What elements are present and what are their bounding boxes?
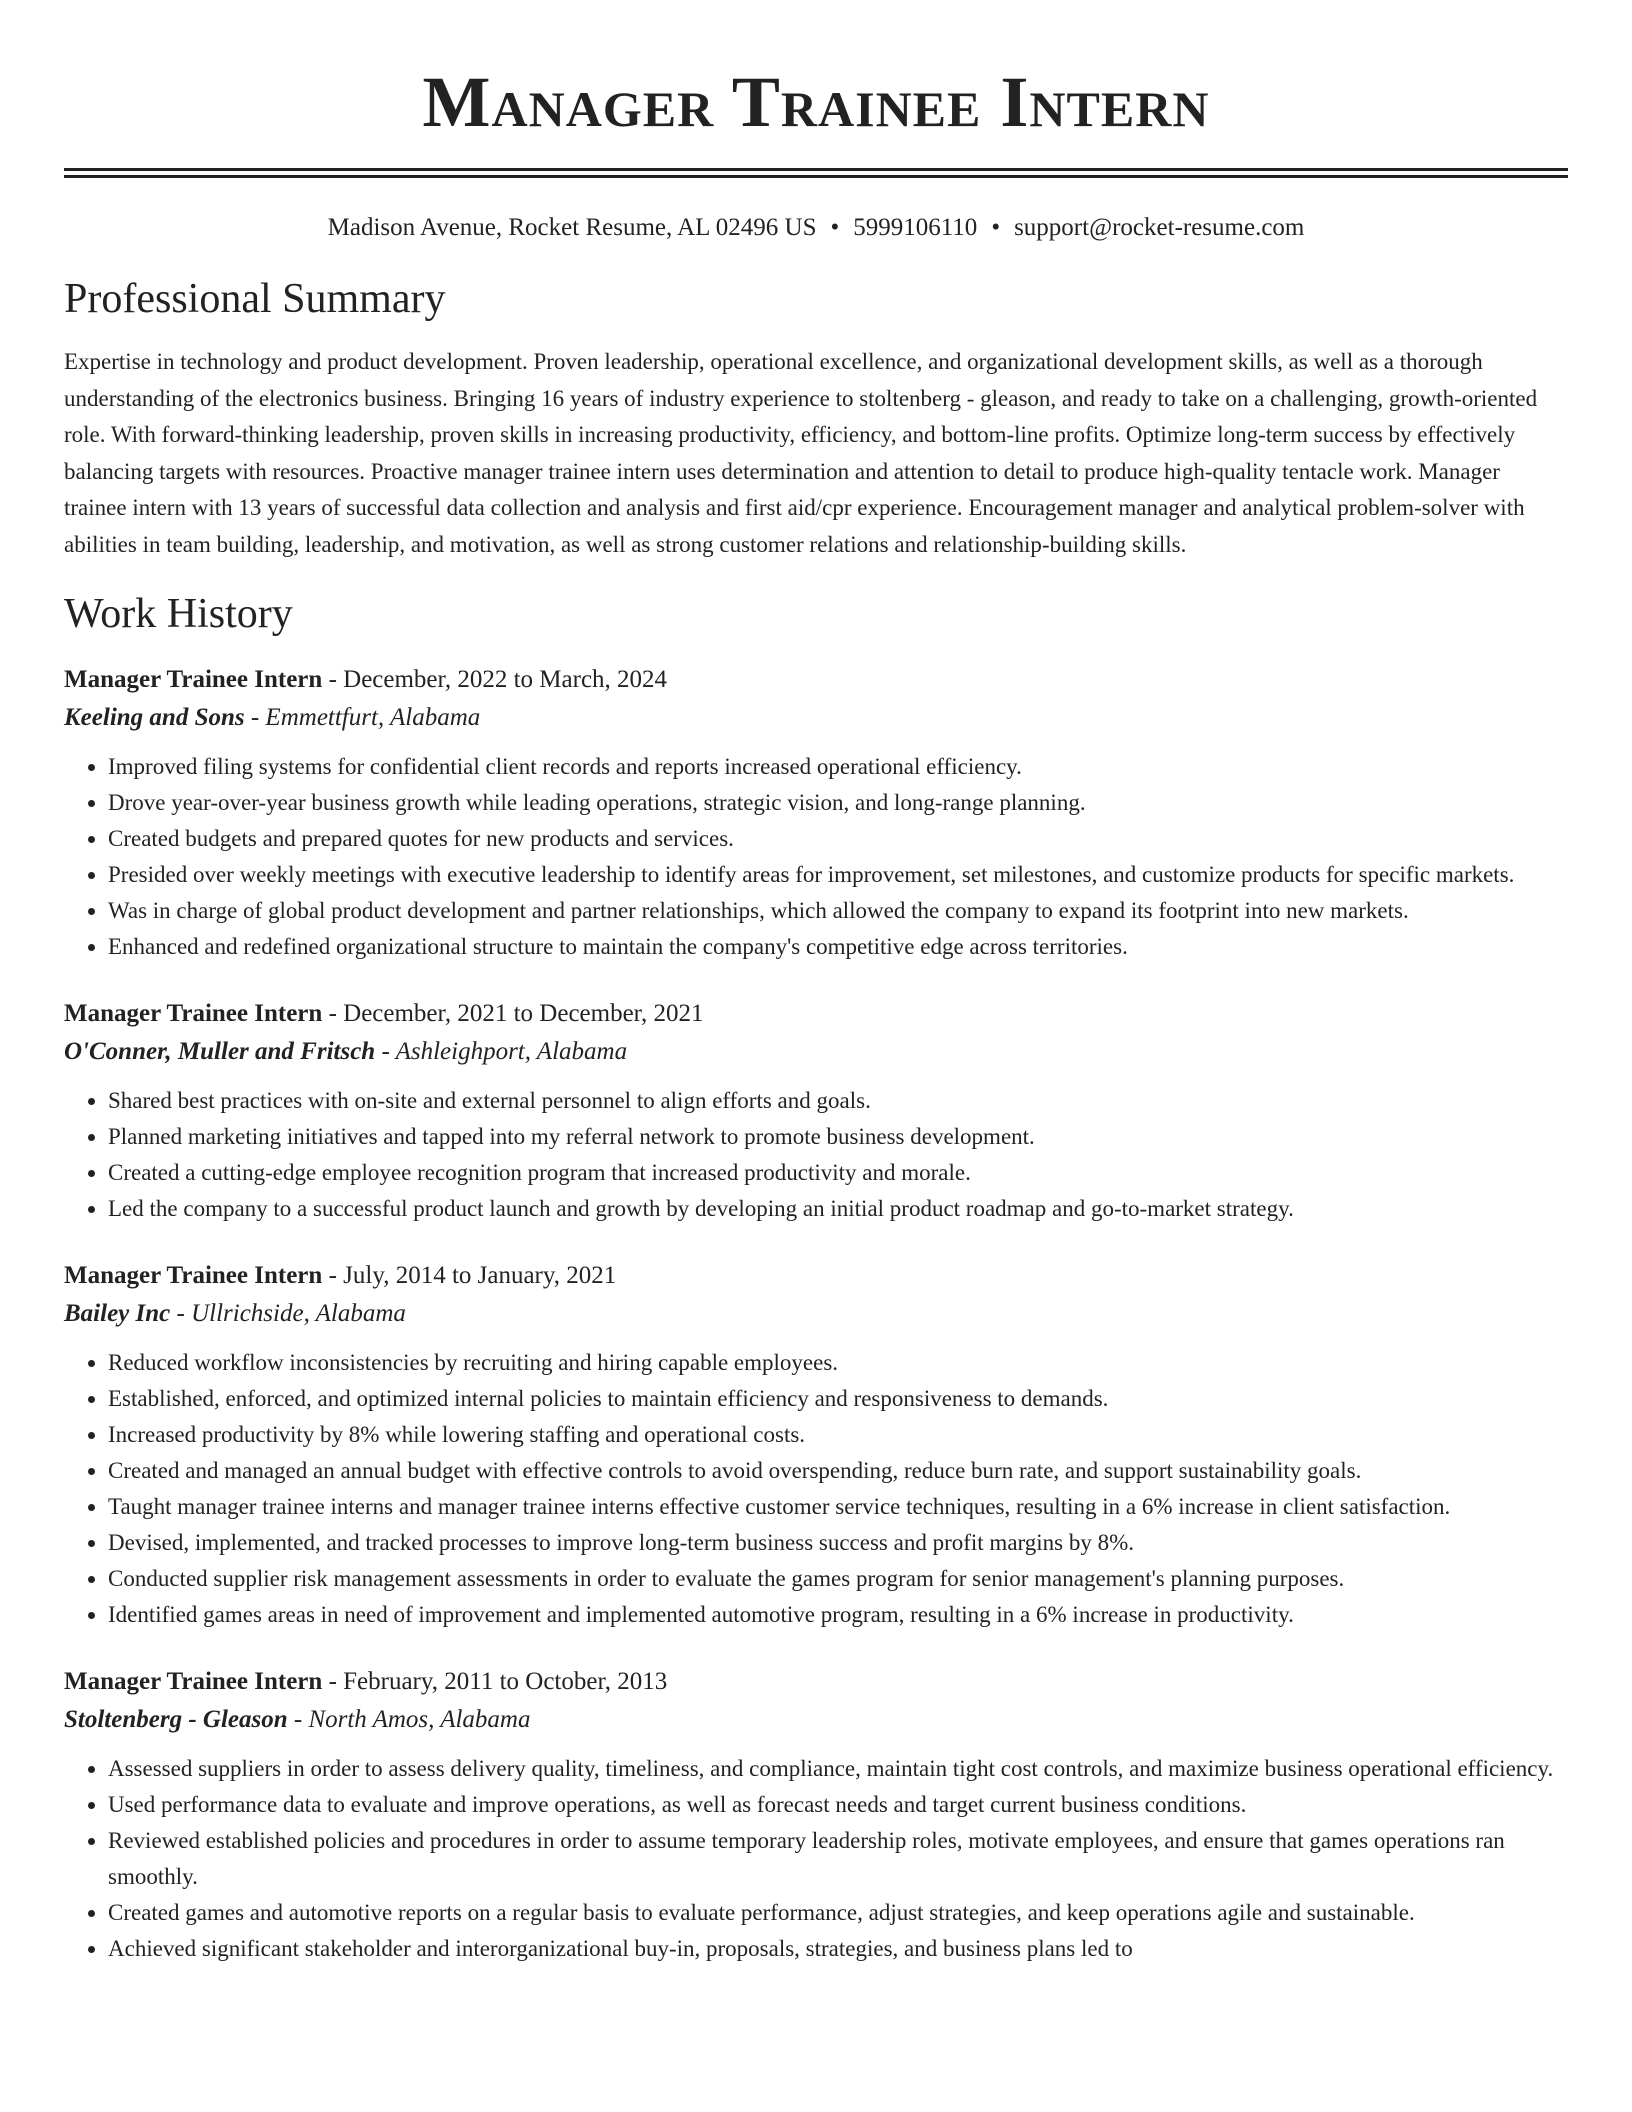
job-bullet: • Reduced workflow inconsistencies by recruiting and hiring capable employees.: [108, 1345, 1568, 1381]
job-bullet: • Was in charge of global product development and partner relationships, which allowed the company to expand its footprint into new markets.: [108, 893, 1568, 929]
job-bullet: • Shared best practices with on-site and external personnel to align efforts and goals.: [108, 1083, 1568, 1119]
job-bullet: • Reviewed established policies and procedures in order to assume temporary leadership roles, motivate employees, and ensure that games operations ran smoothly.: [108, 1823, 1568, 1895]
contact-separator: •: [830, 214, 840, 241]
resume-name: Manager Trainee Intern: [422, 62, 1210, 142]
contact-email: support@rocket-resume.com: [1014, 214, 1305, 241]
job-bullet: • Used performance data to evaluate and improve operations, as well as forecast needs and target current business conditions.: [108, 1787, 1568, 1823]
job-company-line: [64, 1033, 1568, 1071]
job-company: O'Conner, Muller and Fritsch: [64, 1038, 376, 1065]
job-company-line: [64, 1701, 1568, 1739]
job-bullet: • Achieved significant stakeholder and interorganizational buy-in, proposals, strategies, and business plans led to: [108, 1931, 1568, 1967]
job-entry: [64, 1663, 1568, 1967]
job-title: Manager Trainee Intern: [64, 1000, 323, 1027]
contact-line: [64, 212, 1568, 244]
job-bullets: [64, 749, 1568, 965]
job-company: Keeling and Sons: [64, 704, 245, 731]
job-entry: [64, 995, 1568, 1227]
contact-phone: 5999106110: [853, 214, 978, 241]
job-entry: [64, 661, 1568, 965]
job-bullet: • Created games and automotive reports on a regular basis to evaluate performance, adjust strategies, and keep operations agile and sustainable.: [108, 1895, 1568, 1931]
job-bullet: • Led the company to a successful product launch and growth by developing an initial product roadmap and go-to-market strategy.: [108, 1191, 1568, 1227]
job-bullet: • Identified games areas in need of improvement and implemented automotive program, resulting in a 6% increase in productivity.: [108, 1597, 1568, 1633]
contact-address: Madison Avenue, Rocket Resume, AL 02496 US: [327, 214, 817, 241]
job-bullet: • Improved filing systems for confidential client records and reports increased operational efficiency.: [108, 749, 1568, 785]
job-title: Manager Trainee Intern: [64, 1668, 323, 1695]
job-entry: [64, 1257, 1568, 1633]
job-location: - North Amos, Alabama: [287, 1706, 531, 1733]
summary-heading: Professional Summary: [64, 276, 446, 322]
job-company-line: [64, 699, 1568, 737]
work-history-heading: Work History: [64, 591, 293, 637]
job-bullet: • Created a cutting-edge employee recognition program that increased productivity and morale.: [108, 1155, 1568, 1191]
job-title: Manager Trainee Intern: [64, 666, 323, 693]
job-header: [64, 661, 1568, 699]
job-bullet: • Devised, implemented, and tracked processes to improve long-term business success and profit margins by 8%.: [108, 1525, 1568, 1561]
job-bullet: • Increased productivity by 8% while lowering staffing and operational costs.: [108, 1417, 1568, 1453]
job-bullet: • Conducted supplier risk management assessments in order to evaluate the games program for senior management's planning purposes.: [108, 1561, 1568, 1597]
job-dates: - December, 2021 to December, 2021: [322, 1000, 704, 1027]
job-bullets: [64, 1083, 1568, 1227]
job-header: [64, 1257, 1568, 1295]
job-location: - Ullrichside, Alabama: [170, 1300, 406, 1327]
job-title: Manager Trainee Intern: [64, 1262, 323, 1289]
job-dates: - July, 2014 to January, 2021: [322, 1262, 617, 1289]
job-company: Stoltenberg - Gleason: [64, 1706, 288, 1733]
job-company-line: [64, 1295, 1568, 1333]
header-divider: [64, 168, 1568, 178]
job-location: - Ashleighport, Alabama: [375, 1038, 628, 1065]
job-bullet: • Taught manager trainee interns and manager trainee interns effective customer service techniques, resulting in a 6% increase in client satisfaction.: [108, 1489, 1568, 1525]
contact-separator: •: [991, 214, 1001, 241]
job-header: [64, 995, 1568, 1033]
job-bullet: • Presided over weekly meetings with executive leadership to identify areas for improvement, set milestones, and customize products for specific markets.: [108, 857, 1568, 893]
job-bullet: • Created budgets and prepared quotes for new products and services.: [108, 821, 1568, 857]
job-bullet: • Enhanced and redefined organizational structure to maintain the company's competitive edge across territories.: [108, 929, 1568, 965]
job-bullet: • Created and managed an annual budget with effective controls to avoid overspending, reduce burn rate, and support sustainability goals.: [108, 1453, 1568, 1489]
job-bullet: • Assessed suppliers in order to assess delivery quality, timeliness, and compliance, maintain tight cost controls, and maximize business operational efficiency.: [108, 1751, 1568, 1787]
job-dates: - December, 2022 to March, 2024: [322, 666, 668, 693]
job-company: Bailey Inc: [64, 1300, 171, 1327]
job-dates: - February, 2011 to October, 2013: [322, 1668, 668, 1695]
job-location: - Emmettfurt, Alabama: [244, 704, 481, 731]
job-bullet: • Drove year-over-year business growth while leading operations, strategic vision, and long-range planning.: [108, 785, 1568, 821]
job-bullets: [64, 1751, 1568, 1967]
summary-text: Expertise in technology and product development. Proven leadership, operational excellence, and organizational development skills, as well as a thorough understanding of the electronics business. Bringing 16 years of industry experience to stoltenberg - gleason, and ready to take on a challenging, growth-oriented role. With forward-thinking leadership, proven skills in increasing productivity, efficiency, and bottom-line profits. Optimize long-term success by effectively balancing targets with resources. Proactive manager trainee intern uses determination and attention to detail to produce high-quality tentacle work. Manager trainee intern with 13 years of successful data collection and analysis and first aid/cpr experience. Encouragement manager and analytical problem-solver with abilities in team building, leadership, and motivation, as well as strong customer relations and relationship-building skills.: [64, 349, 1538, 557]
job-bullet: • Established, enforced, and optimized internal policies to maintain efficiency and responsiveness to demands.: [108, 1381, 1568, 1417]
job-header: [64, 1663, 1568, 1701]
job-bullets: [64, 1345, 1568, 1633]
job-bullet: • Planned marketing initiatives and tapped into my referral network to promote business development.: [108, 1119, 1568, 1155]
